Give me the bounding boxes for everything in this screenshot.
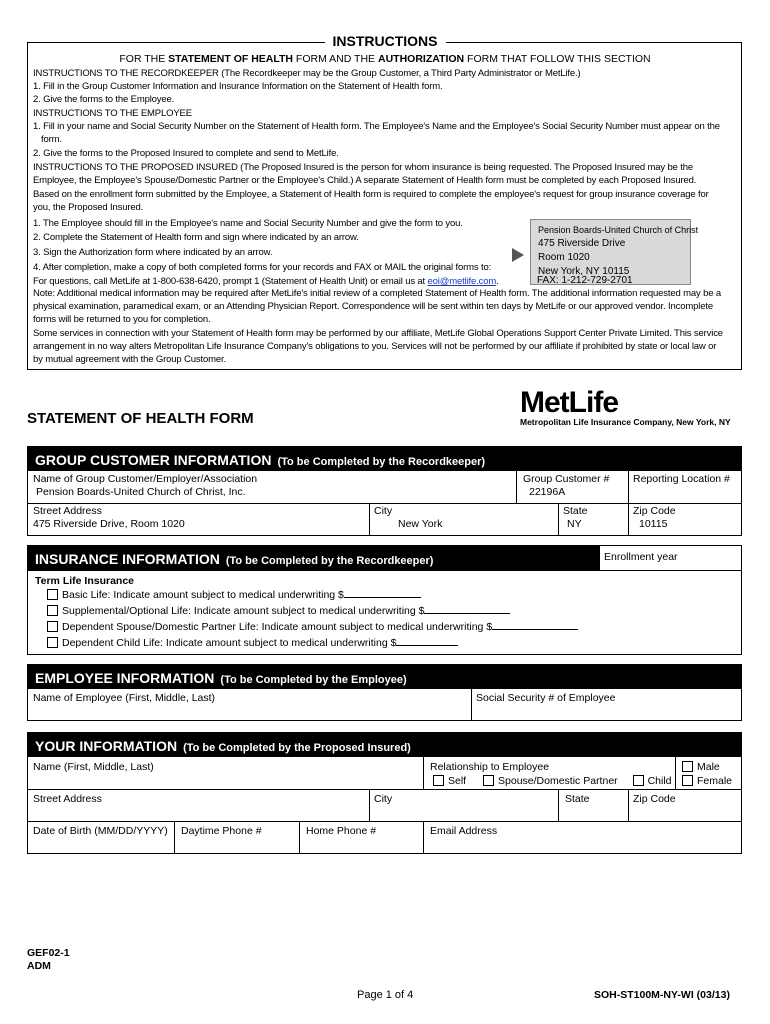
group-customer-header: GROUP CUSTOMER INFORMATION (To be Completed by the Recordkeeper) (28, 447, 741, 471)
insurance-section (27, 545, 742, 655)
female-checkbox[interactable] (682, 775, 693, 786)
dependent-spouse-checkbox[interactable] (47, 621, 58, 632)
group-number-field[interactable]: Group Customer # 22196A (523, 473, 610, 498)
employee-step-2: 2. Give the forms to the Proposed Insured to complete and send to MetLife. (33, 148, 339, 159)
recordkeeper-step-1: 1. Fill in the Group Customer Information and Insurance Information on the Statement of Health form. (33, 81, 443, 92)
your-name-field[interactable]: Name (First, Middle, Last) (33, 761, 154, 773)
services-line-1: Some services in connection with your Statement of Health form may be performed by our affiliate, MetLife Global Operations Support Center Private Limited. This service (33, 328, 723, 339)
male-checkbox[interactable] (682, 761, 693, 772)
services-line-3: by mutual agreement with the Group Customer. (33, 354, 226, 365)
services-line-2: arrangement in no way alters Metropolitan Life Insurance Company's obligations to you. Services will not be performed by our affiliate if prohibited by state or local law or (33, 341, 717, 352)
your-state-field[interactable]: State (565, 793, 590, 805)
address-line-4: New York, NY 10115 (538, 266, 630, 277)
employee-section (27, 664, 742, 721)
group-city-field[interactable]: City New York (374, 505, 443, 530)
group-name-field[interactable]: Name of Group Customer/Employer/Association Pension Boards-United Church of Christ, Inc. (33, 473, 258, 498)
group-zip-field[interactable]: Zip Code 10115 (633, 505, 676, 530)
email-address-field[interactable]: Email Address (430, 825, 498, 837)
address-line-2: 475 Riverside Drive (538, 238, 626, 249)
dependent-child-amount[interactable] (396, 645, 458, 646)
relationship-options: Self Spouse/Domestic Partner Child (428, 773, 677, 790)
company-name: Metropolitan Life Insurance Company, New York, NY (520, 417, 731, 427)
reporting-location-field[interactable]: Reporting Location # (633, 473, 730, 485)
address-line-3: Room 1020 (538, 252, 590, 263)
female-option: Female (677, 773, 737, 790)
metlife-logo: MetLife (520, 386, 618, 419)
employee-name-field[interactable]: Name of Employee (First, Middle, Last) (33, 692, 216, 704)
your-city-field[interactable]: City (374, 793, 393, 805)
basic-life-amount[interactable] (344, 597, 421, 598)
term-life-label: Term Life Insurance (35, 575, 135, 587)
group-customer-section (27, 446, 742, 536)
arrow-right-icon (512, 248, 524, 262)
proposed-insured-line-2: Employee, the Employee's Spouse/Domestic Partner or the Employee's Child.) A separate Statement of Health form must be completed by each Proposed Insured. (33, 175, 697, 186)
insurance-header: INSURANCE INFORMATION (To be Completed by the Recordkeeper) (28, 546, 600, 570)
address-line-1: Pension Boards-United Church of Christ (538, 225, 699, 235)
form-code-1: GEF02-1 (27, 947, 70, 959)
employee-header: EMPLOYEE INFORMATION (To be Completed by the Employee) (28, 665, 741, 689)
proposed-insured-step-2: 2. Complete the Statement of Health form and sign where indicated by an arrow. (33, 232, 359, 243)
email-link[interactable]: eoi@metlife.com (427, 276, 497, 287)
instructions-subtitle: FOR THE STATEMENT OF HEALTH FORM AND THE AUTHORIZATION FORM THAT FOLLOW THIS SECTION (119, 53, 651, 65)
form-code-2: ADM (27, 960, 51, 972)
child-checkbox[interactable] (633, 775, 644, 786)
supplemental-life-row: Supplemental/Optional Life: Indicate amount subject to medical underwriting $ (42, 603, 515, 620)
daytime-phone-field[interactable]: Daytime Phone # (181, 825, 262, 837)
male-option: Male (677, 759, 725, 776)
employee-step-1-cont: form. (41, 134, 62, 145)
proposed-insured-step-4: 4. After completion, make a copy of both completed forms for your records and FAX or MAIL the original forms to: (33, 262, 492, 273)
recordkeeper-step-2: 2. Give the forms to the Employee. (33, 94, 175, 105)
instructions-title: INSTRUCTIONS (0, 33, 770, 49)
proposed-insured-line-4: you, the Proposed Insured. (33, 202, 144, 213)
self-checkbox[interactable] (433, 775, 444, 786)
proposed-insured-step-1: 1. The Employee should fill in the Employee's name and Social Security Number and give the form to you. (33, 218, 463, 229)
employee-ssn-field[interactable]: Social Security # of Employee (476, 692, 616, 704)
spouse-checkbox[interactable] (483, 775, 494, 786)
home-phone-field[interactable]: Home Phone # (306, 825, 377, 837)
fax-number: FAX: 1-212-729-2701 (537, 275, 633, 286)
note-line-1: Note: Additional medical information may be required after MetLife's initial review of a completed Statement of Health form. The additional information requested may be a (33, 288, 721, 299)
proposed-insured-heading: INSTRUCTIONS TO THE PROPOSED INSURED (The Proposed Insured is the person for whom insurance is being requested. The Proposed Insured may be the (33, 162, 694, 173)
basic-life-checkbox[interactable] (47, 589, 58, 600)
employee-heading: INSTRUCTIONS TO THE EMPLOYEE (33, 108, 192, 119)
questions-line: For questions, call MetLife at 1-800-638-6420, prompt 1 (Statement of Health Unit) or email us at eoi@metlife.com. (33, 276, 499, 287)
proposed-insured-step-3: 3. Sign the Authorization form where indicated by an arrow. (33, 247, 273, 258)
form-number: SOH-ST100M-NY-WI (03/13) (594, 989, 730, 1001)
form-title: STATEMENT OF HEALTH FORM (27, 410, 254, 427)
group-street-field[interactable]: Street Address 475 Riverside Drive, Room 1020 (33, 505, 185, 530)
your-street-field[interactable]: Street Address (33, 793, 102, 805)
your-zip-field[interactable]: Zip Code (633, 793, 676, 805)
supplemental-life-amount[interactable] (424, 613, 510, 614)
your-information-section (27, 732, 742, 854)
relationship-label: Relationship to Employee (430, 761, 550, 773)
note-line-2: physical examination, paramedical exam, or an Attending Physician Report. Correspondence will be sent within ten days by MetLife or our approved vendor. Incomplete (33, 301, 713, 312)
dob-field[interactable]: Date of Birth (MM/DD/YYYY) (33, 825, 168, 837)
enrollment-year-field[interactable]: Enrollment year (604, 551, 678, 563)
proposed-insured-line-3: Based on the enrollment form submitted by the Employee, a Statement of Health form is required to complete the employee's request for group insurance coverage for (33, 189, 709, 200)
page-number: Page 1 of 4 (357, 989, 414, 1001)
note-line-3: forms will be returned to you for completion. (33, 314, 211, 325)
dependent-child-row: Dependent Child Life: Indicate amount subject to medical underwriting $ (42, 635, 463, 652)
employee-step-1: 1. Fill in your name and Social Security Number on the Statement of Health form. The Employee's Name and the Employee's Social Security Number must appear on the (33, 121, 720, 132)
your-information-header: YOUR INFORMATION (To be Completed by the Proposed Insured) (28, 733, 741, 757)
dependent-spouse-row: Dependent Spouse/Domestic Partner Life: Indicate amount subject to medical underwriting $ (42, 619, 583, 636)
basic-life-row: Basic Life: Indicate amount subject to medical underwriting $ (42, 587, 426, 604)
supplemental-life-checkbox[interactable] (47, 605, 58, 616)
dependent-child-checkbox[interactable] (47, 637, 58, 648)
recordkeeper-heading: INSTRUCTIONS TO THE RECORDKEEPER (The Recordkeeper may be the Group Customer, a Third Party Administrator or MetLife.) (33, 68, 581, 79)
dependent-spouse-amount[interactable] (492, 629, 578, 630)
group-state-field[interactable]: State NY (563, 505, 588, 530)
